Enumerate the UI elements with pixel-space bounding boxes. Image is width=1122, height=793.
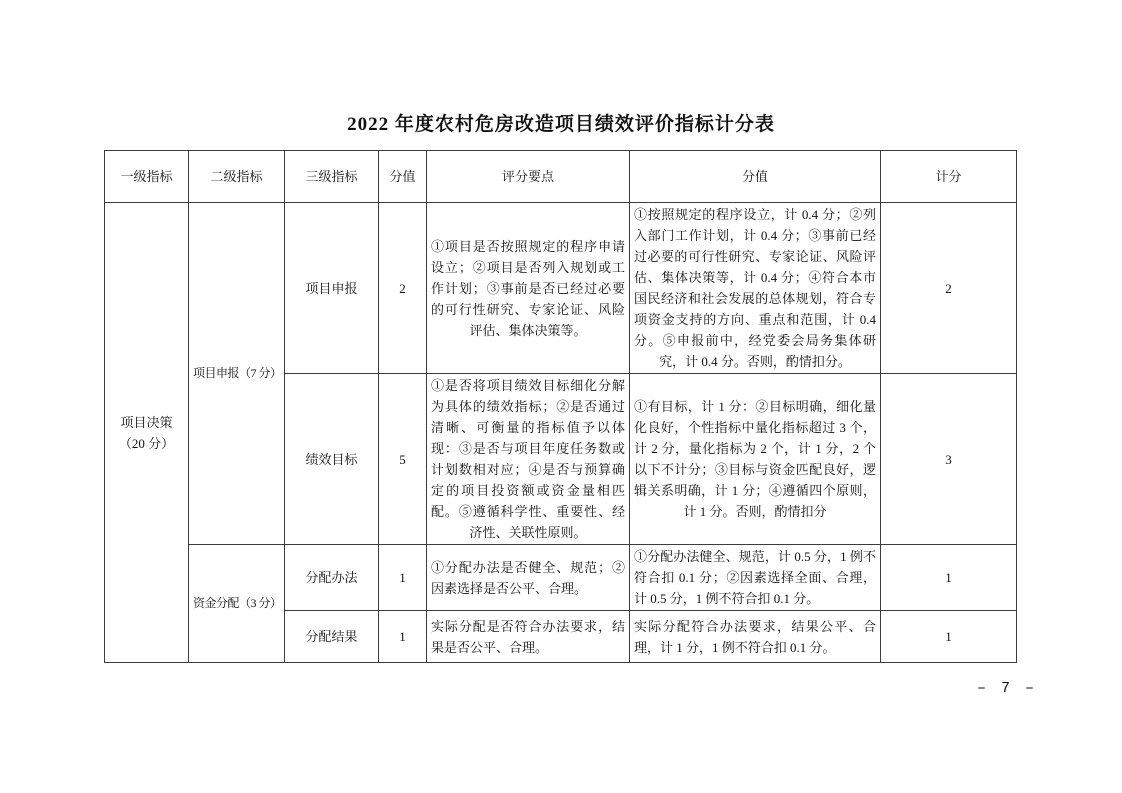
page-number: – 7 – — [976, 680, 1037, 697]
cell-max-score: 1 — [379, 545, 427, 611]
header-score-criteria: 分值 — [630, 151, 881, 203]
cell-level3-indicator: 项目申报 — [285, 203, 379, 374]
cell-max-score: 1 — [379, 611, 427, 663]
cell-scoring-points: ①项目是否按照规定的程序申请设立；②项目是否列入规划或工作计划；③事前是否已经过必要的可行性研究、专家论证、风险评估、集体决策等。 — [427, 203, 630, 374]
cell-max-score: 5 — [379, 374, 427, 545]
cell-score: 3 — [881, 374, 1017, 545]
cell-level3-indicator: 分配办法 — [285, 545, 379, 611]
table-row — [105, 545, 1017, 611]
header-max-score: 分值 — [379, 151, 427, 203]
cell-score: 1 — [881, 545, 1017, 611]
cell-score: 2 — [881, 203, 1017, 374]
cell-score: 1 — [881, 611, 1017, 663]
cell-score-criteria: ①有目标，计 1 分：②目标明确，细化量化良好，个性指标中量化指标超过 3 个，计 2 分，量化指标为 2 个，计 1 分，2 个以下不计分；③目标与资金匹配良好，逻辑关系明确，计 1 分；④遵循四个原则，计 1 分。否则，酌情扣分 — [630, 374, 881, 545]
cell-score-criteria: ①分配办法健全、规范，计 0.5 分，1 例不符合扣 0.1 分；②因素选择全面、合理，计 0.5 分，1 例不符合扣 0.1 分。 — [630, 545, 881, 611]
header-level1-indicator: 一级指标 — [105, 151, 189, 203]
header-score: 计分 — [881, 151, 1017, 203]
cell-level2-group-project-application: 项目申报（7 分） — [189, 203, 285, 545]
cell-level1-group: 项目决策（20 分） — [105, 203, 189, 663]
cell-scoring-points: ①分配办法是否健全、规范；②因素选择是否公平、合理。 — [427, 545, 630, 611]
cell-score-criteria: ①按照规定的程序设立，计 0.4 分；②列入部门工作计划，计 0.4 分；③事前已经过必要的可行性研究、专家论证、风险评估、集体决策等，计 0.4 分；④符合本市国民经济和社会发展的总体规划，符合专项资金支持的方向、重点和范围，计 0.4 分。⑤申报前中，经党委会局务集体研究，计 0.4 分。否则，酌情扣分。 — [630, 203, 881, 374]
cell-level2-group-fund-allocation: 资金分配（3 分） — [189, 545, 285, 663]
header-level3-indicator: 三级指标 — [285, 151, 379, 203]
cell-level3-indicator: 绩效目标 — [285, 374, 379, 545]
cell-max-score: 2 — [379, 203, 427, 374]
cell-scoring-points: 实际分配是否符合办法要求，结果是否公平、合理。 — [427, 611, 630, 663]
page-title: 2022 年度农村危房改造项目绩效评价指标计分表 — [347, 114, 775, 135]
cell-scoring-points: ①是否将项目绩效目标细化分解为具体的绩效指标；②是否通过清晰、可衡量的指标值予以体现：③是否与项目年度任务数或计划数相对应；④是否与预算确定的项目投资额或资金量相匹配。⑤遵循科学性、重要性、经济性、关联性原则。 — [427, 374, 630, 545]
performance-indicator-table — [104, 150, 1017, 663]
table-header-row — [105, 151, 1017, 203]
cell-level3-indicator: 分配结果 — [285, 611, 379, 663]
table-row — [105, 203, 1017, 374]
header-scoring-points: 评分要点 — [427, 151, 630, 203]
header-level2-indicator: 二级指标 — [189, 151, 285, 203]
cell-score-criteria: 实际分配符合办法要求，结果公平、合理，计 1 分，1 例不符合扣 0.1 分。 — [630, 611, 881, 663]
